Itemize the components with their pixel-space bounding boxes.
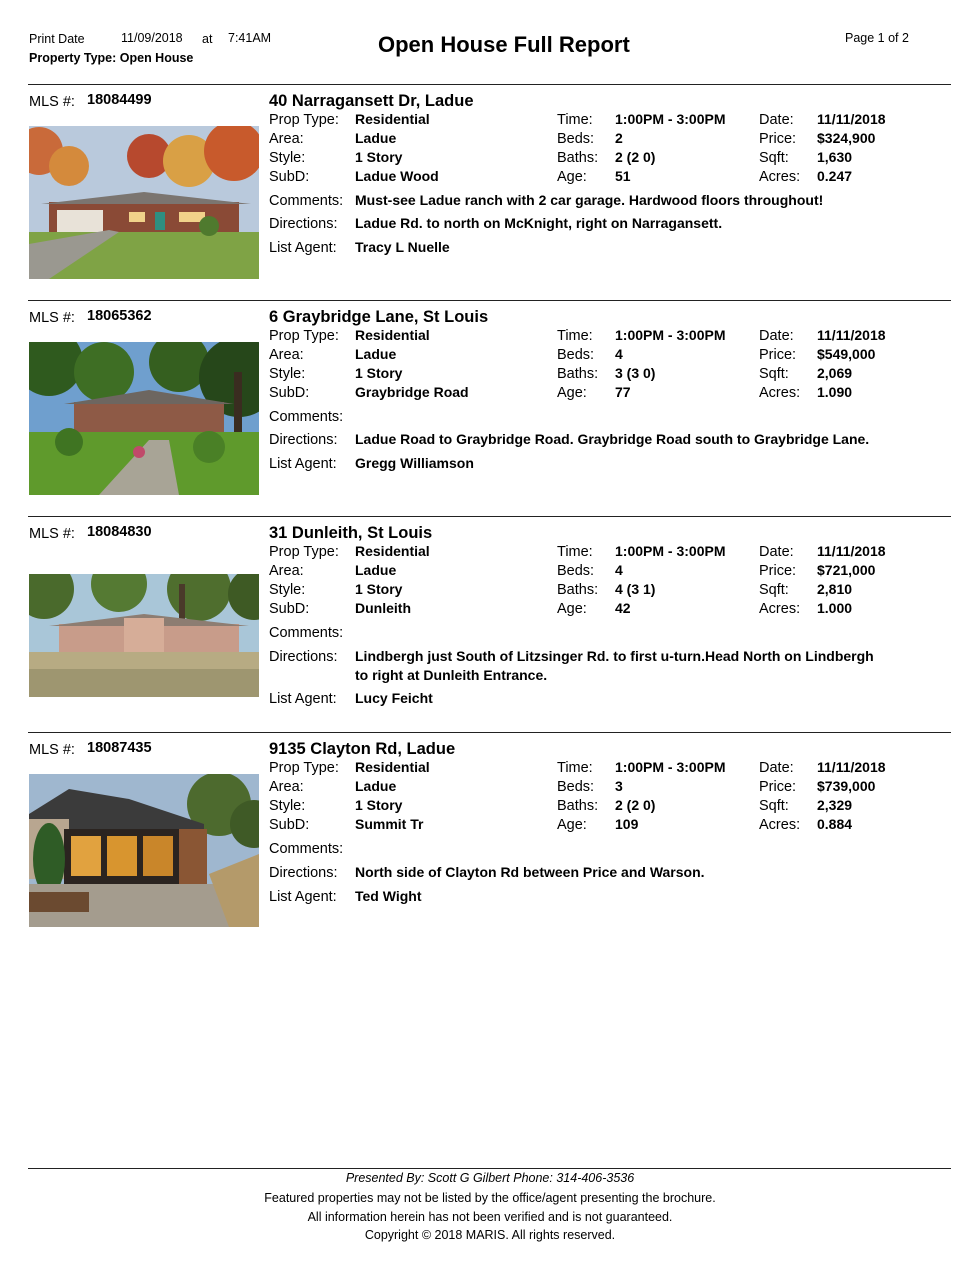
page-title: Open House Full Report [378,32,630,57]
comments-value: Must-see Ladue ranch with 2 car garage. Hardwood floors throughout! [355,192,824,208]
subd-label: SubD: [269,601,310,617]
acres-label: Acres: [759,817,801,833]
time-label: Time: [557,544,593,560]
price-label: Price: [759,779,797,795]
listing-4 [0,734,980,950]
address: 31 Dunleith, St Louis [269,524,433,542]
print-date: 11/09/2018 [121,31,183,45]
prop-type-value: Residential [355,327,430,343]
print-date-label: Print Date [29,32,85,46]
divider [28,516,951,517]
area-value: Ladue [355,778,397,794]
price-label: Price: [759,131,797,147]
beds-label: Beds: [557,563,595,579]
subd-value: Dunleith [355,600,411,616]
mls-number: 18087435 [87,740,152,756]
list-agent-value: Tracy L Nuelle [355,239,450,255]
price-value: $739,000 [817,778,876,794]
area-label: Area: [269,779,304,795]
prop-type-label: Prop Type: [269,760,339,776]
divider [28,84,951,85]
directions-label: Directions: [269,216,338,232]
directions-label: Directions: [269,649,338,665]
comments-label: Comments: [269,625,344,641]
prop-type-value: Residential [355,111,430,127]
list-agent-label: List Agent: [269,240,337,256]
print-time: 7:41AM [228,31,272,45]
baths-label: Baths: [557,798,599,814]
list-agent-label: List Agent: [269,691,337,707]
listing-2 [0,302,980,518]
property-photo [29,126,259,279]
acres-value: 0.247 [817,168,853,184]
date-value: 11/11/2018 [817,327,886,343]
prop-type-value: Residential [355,543,430,559]
price-label: Price: [759,563,797,579]
time-value: 1:00PM - 3:00PM [615,543,726,559]
footer-divider [28,1168,951,1169]
directions-value: Ladue Road to Graybridge Road. Graybridge Road south to Graybridge Lane. [355,431,870,447]
divider [28,732,951,733]
baths-value: 2 (2 0) [615,149,656,165]
time-label: Time: [557,328,593,344]
presented-by: Presented By: Scott G Gilbert Phone: 314-406-3536 [345,1171,635,1185]
age-value: 77 [615,384,631,400]
beds-value: 2 [615,130,623,146]
directions-value: Ladue Rd. to north on McKnight, right on Narragansett. [355,215,723,231]
at-label: at [202,32,213,46]
address: 40 Narragansett Dr, Ladue [269,92,474,110]
list-agent-value: Lucy Feicht [355,690,433,706]
price-value: $721,000 [817,562,876,578]
date-label: Date: [759,112,794,128]
time-value: 1:00PM - 3:00PM [615,327,726,343]
sqft-value: 2,329 [817,797,853,813]
directions-label: Directions: [269,432,338,448]
time-label: Time: [557,760,593,776]
listing-3 [0,518,980,734]
mls-number: 18065362 [87,308,152,324]
date-value: 11/11/2018 [817,543,886,559]
subd-label: SubD: [269,817,310,833]
style-value: 1 Story [355,365,403,381]
age-label: Age: [557,817,587,833]
acres-label: Acres: [759,169,801,185]
baths-label: Baths: [557,150,599,166]
style-label: Style: [269,366,306,382]
directions-value-line-2: to right at Dunleith Entrance. [355,667,548,683]
style-value: 1 Story [355,149,403,165]
style-value: 1 Story [355,581,403,597]
acres-label: Acres: [759,385,801,401]
area-value: Ladue [355,562,397,578]
date-value: 11/11/2018 [817,111,886,127]
acres-label: Acres: [759,601,801,617]
list-agent-value: Ted Wight [355,888,422,904]
subd-value: Summit Tr [355,816,424,832]
beds-value: 3 [615,778,623,794]
subd-label: SubD: [269,385,310,401]
style-value: 1 Story [355,797,403,813]
mls-label: MLS #: [29,742,75,758]
copyright: Copyright © 2018 MARIS. All rights reserved. [364,1228,616,1242]
list-agent-label: List Agent: [269,889,337,905]
directions-value: Lindbergh just South of Litzsinger Rd. to first u-turn.Head North on Lindbergh [355,648,874,664]
directions-label: Directions: [269,865,338,881]
beds-label: Beds: [557,131,595,147]
age-label: Age: [557,169,587,185]
page-number: Page 1 of 2 [845,31,909,45]
acres-value: 0.884 [817,816,853,832]
sqft-label: Sqft: [759,366,789,382]
beds-value: 4 [615,562,623,578]
property-photo [29,774,259,927]
comments-label: Comments: [269,841,344,857]
sqft-value: 2,069 [817,365,853,381]
sqft-label: Sqft: [759,798,789,814]
mls-number: 18084830 [87,524,152,540]
baths-value: 4 (3 1) [615,581,656,597]
age-value: 42 [615,600,631,616]
baths-value: 2 (2 0) [615,797,656,813]
subd-value: Ladue Wood [355,168,439,184]
sqft-value: 2,810 [817,581,853,597]
divider [28,300,951,301]
style-label: Style: [269,582,306,598]
list-agent-value: Gregg Williamson [355,455,474,471]
time-value: 1:00PM - 3:00PM [615,759,726,775]
area-value: Ladue [355,130,397,146]
date-label: Date: [759,760,794,776]
property-photo [29,342,259,495]
age-label: Age: [557,601,587,617]
date-label: Date: [759,328,794,344]
area-label: Area: [269,563,304,579]
age-value: 109 [615,816,639,832]
comments-label: Comments: [269,193,344,209]
time-value: 1:00PM - 3:00PM [615,111,726,127]
directions-value: North side of Clayton Rd between Price and Warson. [355,864,705,880]
disclaimer-line-1: Featured properties may not be listed by the office/agent presenting the brochure. [264,1191,716,1205]
beds-label: Beds: [557,347,595,363]
date-value: 11/11/2018 [817,759,886,775]
comments-label: Comments: [269,409,344,425]
mls-number: 18084499 [87,92,152,108]
prop-type-value: Residential [355,759,430,775]
prop-type-label: Prop Type: [269,112,339,128]
price-label: Price: [759,347,797,363]
prop-type-label: Prop Type: [269,328,339,344]
property-type-line: Property Type: Open House [29,51,194,65]
acres-value: 1.090 [817,384,853,400]
acres-value: 1.000 [817,600,853,616]
baths-label: Baths: [557,582,599,598]
mls-label: MLS #: [29,94,75,110]
date-label: Date: [759,544,794,560]
price-value: $324,900 [817,130,876,146]
subd-value: Graybridge Road [355,384,469,400]
price-value: $549,000 [817,346,876,362]
sqft-label: Sqft: [759,582,789,598]
beds-label: Beds: [557,779,595,795]
time-label: Time: [557,112,593,128]
property-photo [29,574,259,697]
listing-1 [0,86,980,302]
area-value: Ladue [355,346,397,362]
style-label: Style: [269,798,306,814]
disclaimer-line-2: All information herein has not been verified and is not guaranteed. [307,1210,673,1224]
sqft-value: 1,630 [817,149,853,165]
style-label: Style: [269,150,306,166]
mls-label: MLS #: [29,310,75,326]
beds-value: 4 [615,346,623,362]
age-label: Age: [557,385,587,401]
area-label: Area: [269,131,304,147]
address: 6 Graybridge Lane, St Louis [269,308,489,326]
area-label: Area: [269,347,304,363]
address: 9135 Clayton Rd, Ladue [269,740,456,758]
mls-label: MLS #: [29,526,75,542]
baths-label: Baths: [557,366,599,382]
subd-label: SubD: [269,169,310,185]
sqft-label: Sqft: [759,150,789,166]
baths-value: 3 (3 0) [615,365,656,381]
list-agent-label: List Agent: [269,456,337,472]
age-value: 51 [615,168,631,184]
prop-type-label: Prop Type: [269,544,339,560]
